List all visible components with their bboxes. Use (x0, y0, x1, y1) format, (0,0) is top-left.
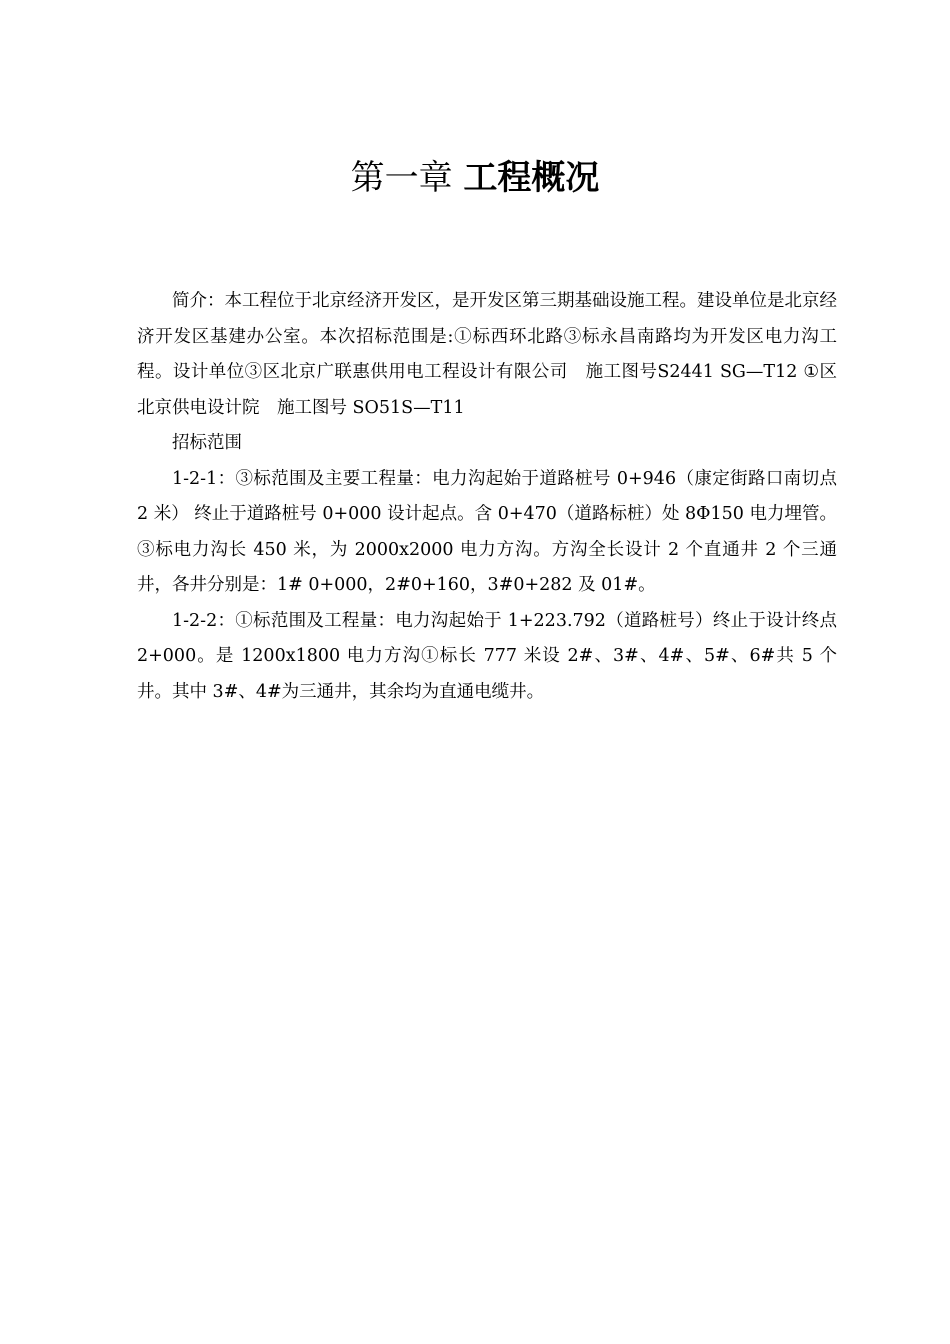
section-heading-scope: 招标范围 (172, 433, 242, 453)
intro-paragraph: 简介：本工程位于北京经济开发区，是开发区第三期基础设施工程。建设单位是北京经济开发区基建办公室。本次招标范围是:①标西环北路③标永昌南路均为开发区电力沟工程。设计单位③区北京广联惠供用电工程设计有限公司 施工图号S2441 SG—T12 ①区北京供电设计院 施工图号 SO51S—T11 (137, 291, 837, 418)
paragraph-1-2-2: 1-2-2：①标范围及工程量：电力沟起始于 1+223.792（道路桩号）终止于设计终点 2+000。是 1200x1800 电力方沟①标长 777 米设 2#、3#、4#、5#、6#共 5 个井。其中 3#、4#为三通井，其余均为直通电缆井。 (137, 610, 837, 702)
chapter-title (0, 150, 950, 206)
chapter-heading: 工程概况 (463, 158, 600, 198)
paragraph-1-2-1: 1-2-1：③标范围及主要工程量：电力沟起始于道路桩号 0+946（康定街路口南切点 2 米） 终止于道路桩号 0+000 设计起点。含 0+470（道路标桩）处 8Φ150 电力埋管。③标电力沟长 450 米，为 2000x2000 电力方沟。方沟全长设计 2 个直通井 2 个三通井，各井分别是：1# 0+000，2#0+160，3#0+282 及 01#。 (137, 468, 837, 595)
chapter-number: 第一章 (350, 158, 464, 198)
document-body (137, 284, 837, 710)
